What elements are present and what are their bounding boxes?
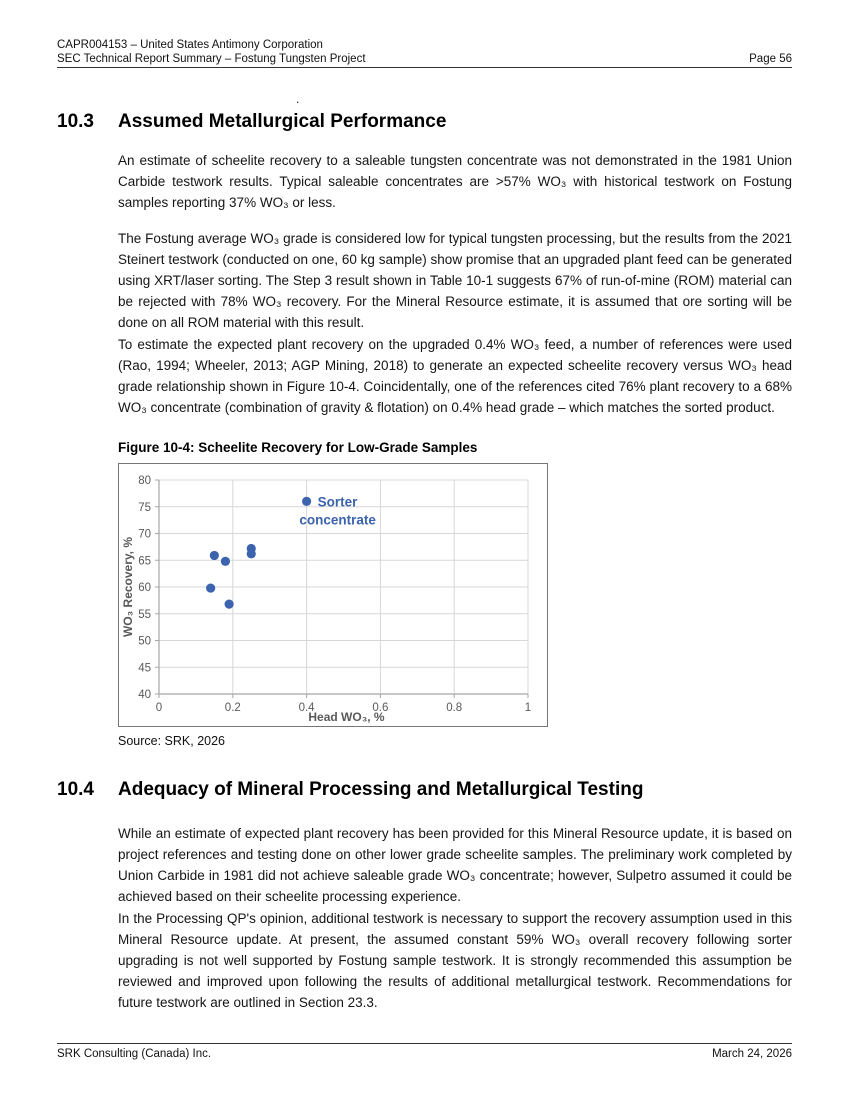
y-tick-label: 70 bbox=[138, 528, 151, 541]
x-tick-label: 0 bbox=[155, 702, 163, 714]
x-tick-label: 0.4 bbox=[298, 702, 315, 714]
figure-source: Source: SRK, 2026 bbox=[118, 734, 226, 748]
footer-rule bbox=[57, 1043, 792, 1044]
paragraph: While an estimate of expected plant recovery has been provided for this Mineral Resource update, it is based on project references and testing done on other lower grade scheelite samples. The preliminary work completed by Union Carbide in 1981 did not achieve saleable grade WO₃ concentrate; however, Sulpetro assumed it could be achieved based on their scheelite processing experience. bbox=[118, 826, 792, 904]
x-tick-label: 0.8 bbox=[446, 702, 463, 714]
x-axis-title: Head WO₃, % bbox=[308, 710, 385, 724]
y-tick-label: 60 bbox=[138, 582, 151, 594]
y-tick-label: 55 bbox=[138, 608, 151, 621]
footer-date: March 24, 2026 bbox=[712, 1048, 792, 1060]
paragraph: To estimate the expected plant recovery on the upgraded 0.4% WO₃ feed, a number of references were used (Rao, 1994; Wheeler, 2013; AGP Mining, 2018) to generate an expected scheelite recovery versus WO₃ head grade relationship shown in Figure 10-4. Coincidentally, one of the references cited 76% plant recovery to a 68% WO₃ concentrate (combination of gravity & flotation) on 0.4% head grade – which matches the sorted product. bbox=[118, 337, 792, 415]
paragraph: An estimate of scheelite recovery to a saleable tungsten concentrate was not demonstrated in the 1981 Union Carbide testwork results. Typical saleable concentrates are >57% WO₃ with historical testwork on Fostung samples reporting 37% WO₃ or less. bbox=[118, 153, 792, 210]
y-tick-label: 65 bbox=[138, 555, 151, 568]
figure-caption: Figure 10-4: Scheelite Recovery for Low-Grade Samples bbox=[118, 440, 478, 455]
y-tick-label: 80 bbox=[138, 475, 151, 487]
y-tick-label: 45 bbox=[138, 662, 151, 675]
y-tick-label: 75 bbox=[138, 501, 151, 514]
section-number: 10.3 bbox=[57, 111, 94, 132]
footer-company: SRK Consulting (Canada) Inc. bbox=[57, 1048, 212, 1060]
section-title: Assumed Metallurgical Performance bbox=[118, 111, 447, 132]
header-page-number: Page 56 bbox=[749, 53, 792, 65]
y-tick-label: 50 bbox=[138, 635, 151, 648]
header-rule bbox=[57, 67, 792, 68]
data-point-marker bbox=[302, 497, 311, 506]
data-point-marker bbox=[210, 551, 219, 560]
x-tick-label: 0.2 bbox=[224, 702, 241, 714]
stray-period: . bbox=[296, 92, 300, 106]
section-heading-10-3 bbox=[57, 111, 792, 133]
header-doc-id: CAPR004153 – United States Antimony Corporation bbox=[57, 39, 323, 51]
section-heading-10-4 bbox=[57, 779, 792, 801]
figure-chart bbox=[118, 463, 548, 727]
y-tick-label: 40 bbox=[138, 689, 151, 701]
x-tick-label: 1 bbox=[524, 702, 532, 714]
section-number: 10.4 bbox=[57, 779, 94, 800]
annotation-line2: concentrate bbox=[299, 512, 376, 528]
data-point-marker bbox=[221, 557, 230, 566]
scatter-plot bbox=[119, 464, 546, 725]
paragraph: The Fostung average WO₃ grade is considered low for typical tungsten processing, but the results from the 2021 Steinert testwork (conducted on one, 60 kg sample) show promise that an upgraded plant feed can be generated using XRT/laser sorting. The Step 3 result shown in Table 10-1 suggests 67% of run-of-mine (ROM) material can be rejected with 78% WO₃ recovery. For the Mineral Resource estimate, it is assumed that ore sorting will be done on all ROM material with this result. bbox=[118, 231, 792, 330]
data-point-marker bbox=[247, 544, 256, 553]
section-title: Adequacy of Mineral Processing and Metallurgical Testing bbox=[118, 779, 644, 800]
data-point-marker bbox=[206, 583, 215, 592]
header-doc-subtitle: SEC Technical Report Summary – Fostung Tungsten Project bbox=[57, 53, 366, 65]
y-axis-title: WO₃ Recovery, % bbox=[121, 536, 135, 638]
annotation-line1: Sorter bbox=[317, 494, 358, 510]
x-tick-label: 0.6 bbox=[372, 702, 389, 714]
data-point-marker bbox=[225, 600, 234, 609]
paragraph: In the Processing QP's opinion, additional testwork is necessary to support the recovery assumption used in this Mineral Resource update. At present, the assumed constant 59% WO₃ overall recovery following sorter upgrading is not well supported by Fostung sample testwork. It is strongly recommended this assumption be reviewed and improved upon following the results of additional metallurgical testwork. Recommendations for future testwork are outlined in Section 23.3. bbox=[118, 911, 792, 1010]
